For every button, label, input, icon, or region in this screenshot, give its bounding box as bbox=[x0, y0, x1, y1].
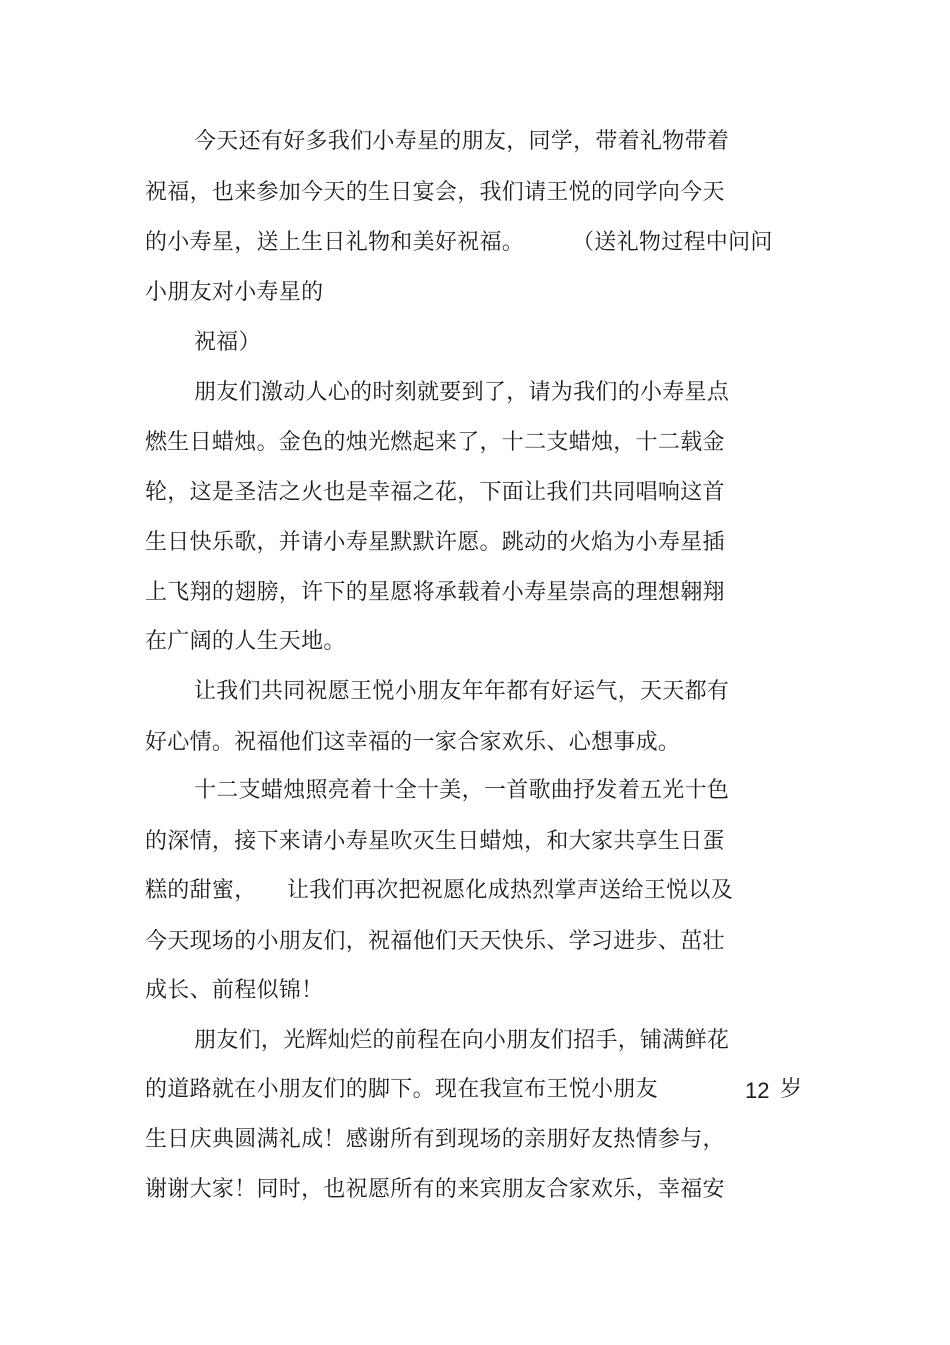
text-line: 朋友们，光辉灿烂的前程在向小朋友们招手，铺满鲜花 bbox=[194, 1028, 730, 1053]
text-line: 成长、前程似锦！ bbox=[145, 978, 324, 1003]
age-number: 12 bbox=[745, 1078, 770, 1103]
text-line: 糕的甜蜜， bbox=[145, 878, 257, 903]
text-line: 在广阔的人生天地。 bbox=[145, 629, 346, 654]
text-line: 的深情，接下来请小寿星吹灭生日蜡烛，和大家共享生日蛋 bbox=[145, 829, 725, 854]
text-line: 上飞翔的翅膀，许下的星愿将承载着小寿星崇高的理想翱翔 bbox=[145, 580, 725, 605]
text-line: 十二支蜡烛照亮着十全十美，一首歌曲抒发着五光十色 bbox=[194, 778, 730, 803]
text-line: 燃生日蜡烛。金色的烛光燃起来了，十二支蜡烛，十二载金 bbox=[145, 430, 725, 455]
text-line: 今天现场的小朋友们，祝福他们天天快乐、学习进步、茁壮 bbox=[145, 929, 725, 954]
text-line: 轮，这是圣洁之火也是幸福之花，下面让我们共同唱响这首 bbox=[145, 480, 725, 505]
aside-note: 让我们再次把祝愿化成热烈掌声送给王悦以及 bbox=[287, 878, 734, 903]
text-line: 今天还有好多我们小寿星的朋友，同学，带着礼物带着 bbox=[194, 129, 730, 154]
text-line: 的道路就在小朋友们的脚下。现在我宣布王悦小朋友 bbox=[145, 1077, 658, 1102]
text-line: 的小寿星，送上生日礼物和美好祝福。 bbox=[145, 230, 525, 255]
text-line: 生日庆典圆满礼成！感谢所有到现场的亲朋好友热情参与， bbox=[145, 1127, 725, 1152]
text-line: 谢谢大家！同时，也祝愿所有的来宾朋友合家欢乐，幸福安 bbox=[145, 1177, 725, 1202]
text-line: 小朋友对小寿星的 bbox=[145, 280, 324, 305]
age-unit: 岁 bbox=[780, 1077, 803, 1102]
text-line: 好心情。祝福他们这幸福的一家合家欢乐、心想事成。 bbox=[145, 730, 681, 755]
aside-note: （送礼物过程中问问 bbox=[572, 230, 773, 255]
text-line: 让我们共同祝愿王悦小朋友年年都有好运气，天天都有 bbox=[194, 679, 730, 704]
text-line: 祝福） bbox=[194, 330, 261, 355]
text-line: 生日快乐歌，并请小寿星默默许愿。跳动的火焰为小寿星插 bbox=[145, 530, 725, 555]
text-line: 祝福，也来参加今天的生日宴会，我们请王悦的同学向今天 bbox=[145, 180, 725, 205]
text-line: 朋友们激动人心的时刻就要到了，请为我们的小寿星点 bbox=[194, 380, 730, 405]
